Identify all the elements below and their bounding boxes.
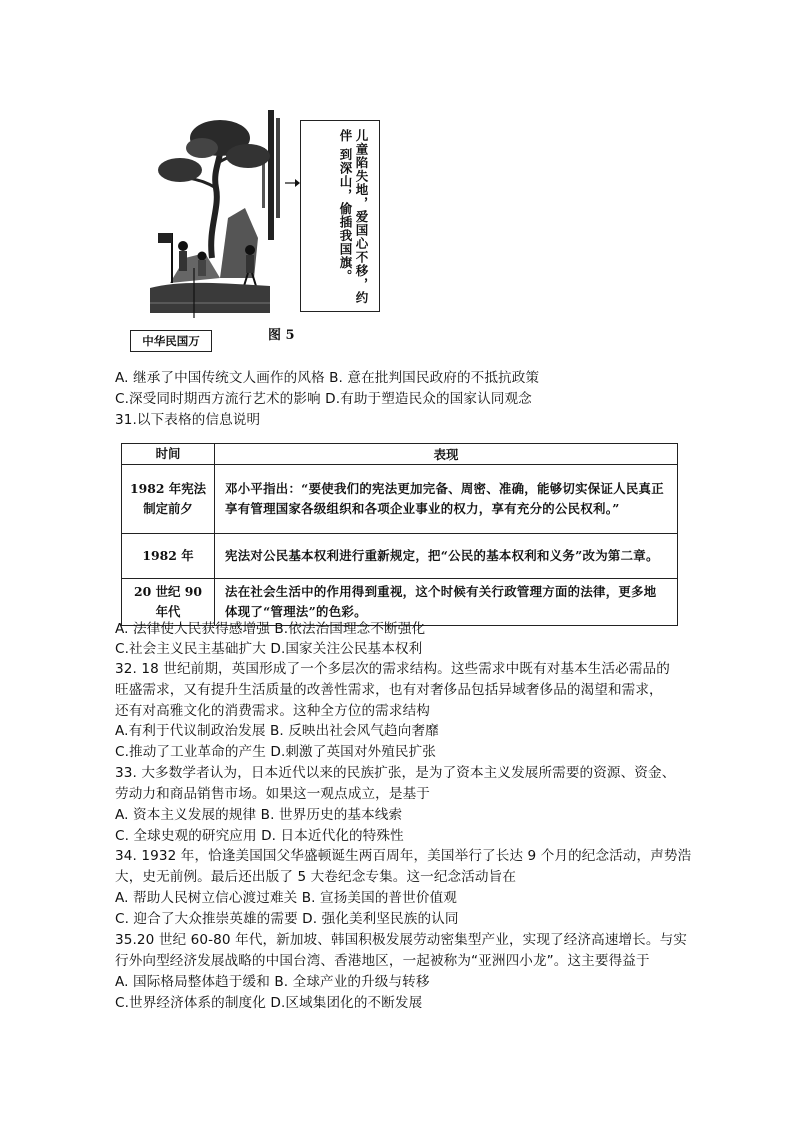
q33-option-line-1: A. 资本主义发展的规律 B. 世界历史的基本线索: [115, 807, 403, 823]
q33-option-line-2: C. 全球史观的研究应用 D. 日本近代化的特殊性: [115, 828, 404, 844]
q31-stem: 31.以下表格的信息说明: [115, 412, 261, 428]
q34-option-line-2: C. 迎合了大众推崇英雄的需要 D. 强化美利坚民族的认同: [115, 911, 459, 927]
q35-stem-line-1: 35.20 世纪 60-80 年代，新加坡、韩国积极发展劳动密集型产业，实现了经济高速增长。与实: [115, 932, 687, 948]
q32-stem-line-3: 还有对高雅文化的消费需求。这种全方位的需求结构: [115, 703, 430, 719]
table-cell-text: 邓小平指出：“要使我们的宪法更加完备、周密、准确，能够切实保证人民真正享有管理国家各级组织和各项企业事业的权力，享有充分的公民权利。”: [215, 465, 678, 534]
q33-stem-line-1: 33. 大多数学者认为，日本近代以来的民族扩张，是为了资本主义发展所需要的资源、资金、: [115, 765, 676, 781]
q35-option-line-2: C.世界经济体系的制度化 D.区域集团化的不断发展: [115, 995, 423, 1011]
table-header-time: 时间: [122, 444, 215, 465]
table-cell-text: 宪法对公民基本权利进行重新规定，把“公民的基本权利和义务”改为第二章。: [215, 534, 678, 579]
q35-stem-line-2: 行外向型经济发展战略的中国台湾、香港地区，一起被称为“亚洲四小龙”。这主要得益于: [115, 953, 650, 969]
table-row: [122, 534, 678, 579]
callout-text: [337, 129, 369, 305]
arrow-icon: [285, 178, 301, 188]
table-cell-text: 法在社会生活中的作用得到重视，这个时候有关行政管理方面的法律，更多地体现了“管理法”的色彩。: [215, 579, 678, 626]
q31-table: [121, 443, 678, 626]
figure-5: [142, 108, 390, 353]
callout-box: [300, 120, 380, 312]
flag-caption-box: 中华民国万: [130, 330, 212, 352]
q32-stem-line-1: 32. 18 世纪前期，英国形成了一个多层次的需求结构。这些需求中既有对基本生活必需品的: [115, 661, 670, 677]
figure-label: 图 5: [268, 328, 295, 343]
table-cell-time: 1982 年: [122, 534, 215, 579]
q34-option-line-1: A. 帮助人民树立信心渡过难关 B. 宣扬美国的普世价值观: [115, 890, 457, 906]
table-header-row: [122, 444, 678, 465]
painting-illustration: [150, 108, 285, 318]
q30-option-line-1: A. 继承了中国传统文人画作的风格 B. 意在批判国民政府的不抵抗政策: [115, 370, 540, 386]
q32-option-line-2: C.推动了工业革命的产生 D.刺激了英国对外殖民扩张: [115, 744, 436, 760]
q31-option-line-2: C.社会主义民主基础扩大 D.国家关注公民基本权利: [115, 641, 423, 657]
callout-col-1: 儿童陷失地，爱国心不移，约伴: [338, 129, 369, 305]
q31-option-line-1: A. 法律使人民获得感增强 B.依法治国理念不断强化: [115, 621, 426, 637]
table-cell-time: 1982 年宪法 制定前夕: [122, 465, 215, 534]
table-row: [122, 465, 678, 534]
q35-option-line-1: A. 国际格局整体趋于缓和 B. 全球产业的升级与转移: [115, 974, 430, 990]
callout-col-2: 到深山，偷插我国旗。: [338, 147, 353, 283]
q34-stem-line-2: 大，史无前例。最后还出版了 5 大卷纪念专集。这一纪念活动旨在: [115, 869, 517, 885]
q32-option-line-1: A.有利于代议制政治发展 B. 反映出社会风气趋向奢靡: [115, 723, 439, 739]
q32-stem-line-2: 旺盛需求，又有提升生活质量的改善性需求，也有对奢侈品包括异域奢侈品的渴望和需求，: [115, 682, 663, 698]
table-header-performance: 表现: [215, 444, 678, 465]
q34-stem-line-1: 34. 1932 年，恰逢美国国父华盛顿诞生两百周年，美国举行了长达 9 个月的纪念活动，声势浩: [115, 848, 692, 864]
table-cell-time: 20 世纪 90 年代: [122, 579, 215, 626]
q30-option-line-2: C.深受同时期西方流行艺术的影响 D.有助于塑造民众的国家认同观念: [115, 391, 532, 407]
q33-stem-line-2: 劳动力和商品销售市场。如果这一观点成立，是基于: [115, 786, 430, 802]
